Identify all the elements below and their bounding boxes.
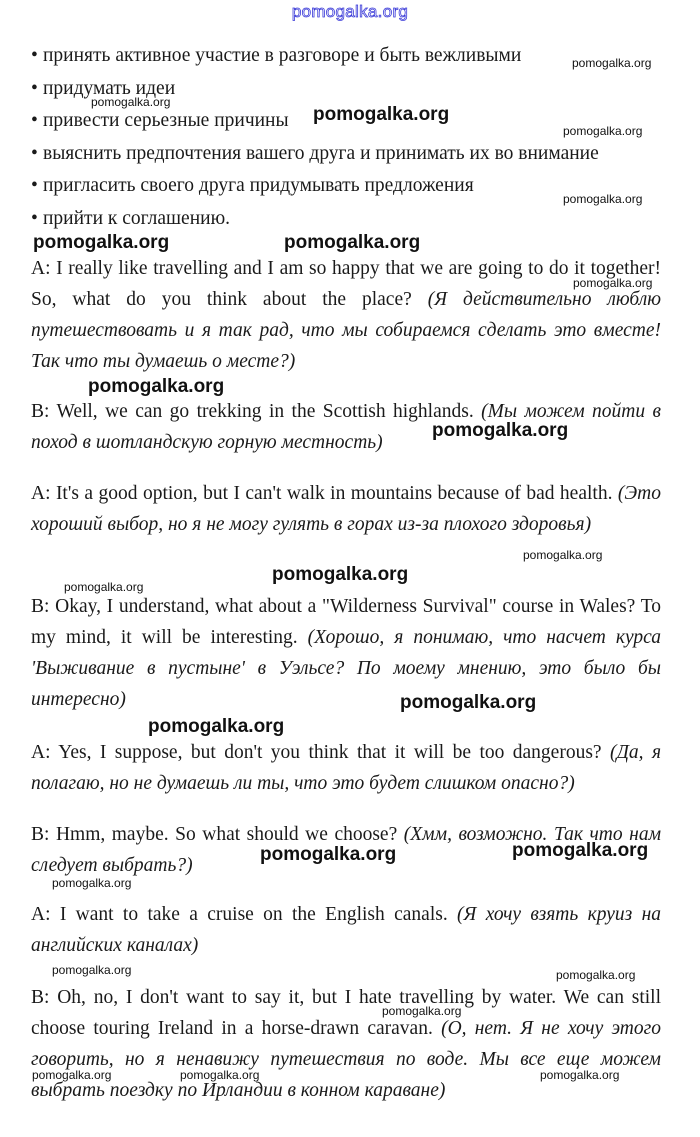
dialogue-english: A: I want to take a cruise on the English canals. xyxy=(31,904,448,925)
dialogue-english: B: Oh, no, I don't want to say it, but I hate travelling by water. We can still choose touring Ireland in a horse-drawn caravan. xyxy=(31,987,661,1039)
dialogue-russian: (Хорошо, я понимаю, что насчет курса 'Выживание в пустыне' в Уэльсе? По моему мнению, это было бы интересно) xyxy=(31,627,662,710)
dialogue-russian: (Да, я полагаю, но не думаешь ли ты, что это будет слишком опасно?) xyxy=(31,742,662,794)
watermark: pomogalka.org xyxy=(523,548,603,562)
watermark: pomogalka.org xyxy=(52,963,132,977)
bullet-item: • принять активное участие в разговоре и быть вежливыми xyxy=(31,42,671,75)
dialogue-english: A: I really like travelling and I am so happy that we are going to do it together! So, what do you think about the place? xyxy=(31,258,661,310)
bullet-item: • пригласить своего друга придумывать предложения xyxy=(31,172,671,205)
bullet-dot-icon: • xyxy=(31,45,38,66)
watermark: pomogalka.org xyxy=(88,376,225,397)
watermark: pomogalka.org xyxy=(64,580,144,594)
watermark: pomogalka.org xyxy=(33,232,170,253)
dialogue-russian: (Хмм, возможно. Так что нам следует выбрать?) xyxy=(31,824,662,876)
bullet-dot-icon: • xyxy=(31,110,38,131)
watermark: pomogalka.org xyxy=(540,1068,620,1082)
dialogue-paragraph xyxy=(31,982,661,1106)
bullet-dot-icon: • xyxy=(31,142,38,164)
watermark: pomogalka.org xyxy=(52,876,132,890)
dialogue-english: B: Hmm, maybe. So what should we choose? xyxy=(31,824,398,845)
watermark: pomogalka.org xyxy=(313,104,450,125)
dialogue-paragraph xyxy=(31,737,661,799)
watermark: pomogalka.org xyxy=(400,692,537,713)
bullet-dot-icon: • xyxy=(31,77,38,99)
dialogue-russian: (Это хороший выбор, но я не могу гулять в горах из-за плохого здоровья) xyxy=(31,483,662,535)
dialogue-paragraph xyxy=(31,899,661,961)
watermark: pomogalka.org xyxy=(272,564,409,585)
dialogue-russian: (О, нет. Я не хочу этого говорить, но я ненавижу путешествия по воде. Мы все еще можем выбрать поездку по Ирландии в конном караване) xyxy=(31,1018,661,1101)
watermark: pomogalka.org xyxy=(432,420,569,441)
dialogue-english: B: Well, we can go trekking in the Scottish highlands. xyxy=(31,401,474,422)
bullet-item: • прийти к соглашению. xyxy=(31,205,671,238)
watermark: pomogalka.org xyxy=(512,840,649,861)
header-watermark: pomogalka.org xyxy=(291,2,409,21)
watermark: pomogalka.org xyxy=(556,968,636,982)
dialogue-english: A: It's a good option, but I can't walk in mountains because of bad health. xyxy=(31,483,613,504)
dialogue-paragraph xyxy=(31,591,661,715)
dialogue-paragraph xyxy=(31,478,661,540)
dialogue-english: A: Yes, I suppose, but don't you think that it will be too dangerous? xyxy=(31,742,602,763)
dialogue-paragraph xyxy=(31,253,661,377)
watermark: pomogalka.org xyxy=(563,124,643,138)
watermark: pomogalka.org xyxy=(91,95,171,109)
watermark: pomogalka.org xyxy=(563,192,643,206)
dialogue-english: B: Okay, I understand, what about a "Wilderness Survival" course in Wales? To my mind, it will be interesting. xyxy=(31,596,661,648)
bullet-item: • придумать идеи xyxy=(31,75,671,108)
bullet-dot-icon: • xyxy=(31,207,38,229)
bullet-item: • привести серьезные причины xyxy=(31,107,671,140)
watermark: pomogalka.org xyxy=(180,1068,260,1082)
watermark: pomogalka.org xyxy=(573,276,653,290)
watermark: pomogalka.org xyxy=(572,56,652,70)
dialogue-russian: (Я хочу взять круиз на английских каналах) xyxy=(31,904,661,956)
bullet-dot-icon: • xyxy=(31,175,38,196)
bullet-item: • выяснить предпочтения вашего друга и принимать их во внимание xyxy=(31,140,671,173)
watermark: pomogalka.org xyxy=(382,1004,462,1018)
dialogue-russian: (Я действительно люблю путешествовать и я так рад, что мы собираемся сделать это вместе! Так что ты думаешь о месте?) xyxy=(31,289,661,372)
dialogue-russian: (Мы можем пойти в поход в шотландскую горную местность) xyxy=(31,401,662,453)
watermark: pomogalka.org xyxy=(284,232,421,253)
bullet-list xyxy=(31,42,671,237)
watermark: pomogalka.org xyxy=(148,716,285,737)
watermark: pomogalka.org xyxy=(260,844,397,865)
watermark: pomogalka.org xyxy=(32,1068,112,1082)
